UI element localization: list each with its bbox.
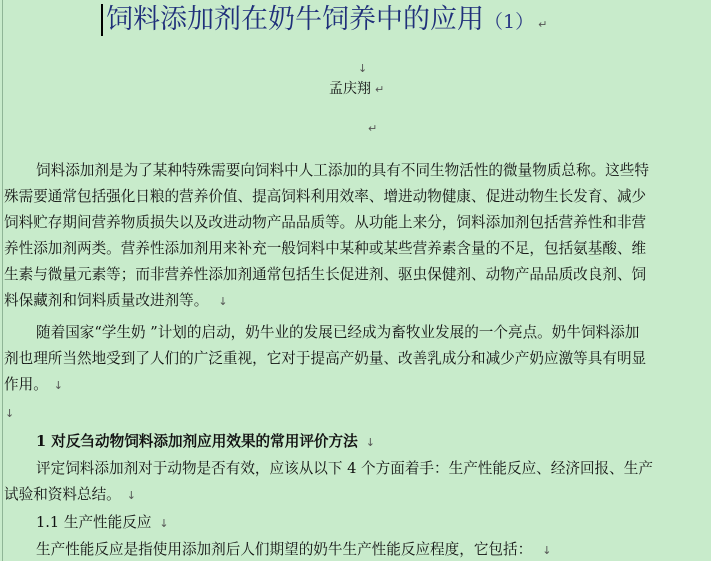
paragraph-mark-icon: ↵ [538,18,548,31]
paragraph-arrow-icon: ↓ [53,379,64,392]
paragraph-1-line-6[interactable]: 料保藏剂和饲料质量改进剂等。 ↓ [4,292,228,309]
page-left-border [2,0,3,561]
section-1-paragraph-line-1[interactable]: 评定饲料添加剂对于动物是否有效，应该从以下 4 个方面着手：生产性能反应、经济回报、生产 [36,460,653,477]
paragraph-2-line-3[interactable]: 作用。 ↓ [4,376,64,393]
paragraph-2-line-1[interactable]: 随着国家“学生奶 ”计划的启动，奶牛业的发展已经成为畜牧业发展的一个亮点。奶牛饲料添加 [36,324,640,341]
paragraph-1-line-5[interactable]: 生素与微量元素等；而非营养性添加剂通常包括生长促进剂、驱虫保健剂、动物产品品质改良剂、饲 [4,266,647,283]
paragraph-arrow-icon: ↓ [358,62,368,75]
subsection-1-1-heading[interactable]: 1.1 生产性能反应 ↓ [36,514,169,531]
paragraph-1-line-1[interactable]: 饲料添加剂是为了某种特殊需要向饲料中人工添加的具有不同生物活性的微量物质总称。这些特 [36,162,649,179]
author-name[interactable]: 孟庆翔 ↵ [329,81,385,97]
subsection-1-1-paragraph[interactable]: 生产性能反应是指使用添加剂后人们期望的奶牛生产性能反应程度，它包括： ↓ [36,541,552,558]
paragraph-mark-icon: ↵ [375,83,385,96]
paragraph-1-line-4[interactable]: 养性添加剂两类。营养性添加剂用来补充一般饲料中某种或某些营养素含量的不足，包括氨基酸、维 [4,240,647,257]
document-title[interactable] [106,2,547,43]
paragraph-arrow-icon: ↓ [159,517,169,530]
paragraph-1-line-3[interactable]: 饲料贮存期间营养物质损失以及改进动物产品品质等。从功能上来分，饲料添加剂包括营养性和非营 [4,214,647,231]
paragraph-arrow-icon: ↓ [126,489,136,502]
title-number: （1） [484,11,535,33]
paragraph-arrow-icon: ↓ [365,436,375,449]
title-text: 饲料添加剂在奶牛饲养中的应用 [106,4,484,35]
paragraph-2-line-2[interactable]: 剂也理所当然地受到了人们的广泛重视，它对于提高产奶量、改善乳成分和减少产奶应激等具有明显 [4,350,647,367]
text-cursor [101,4,103,36]
section-1-heading[interactable]: 1 对反刍动物饲料添加剂应用效果的常用评价方法 ↓ [36,433,375,450]
section-1-paragraph-line-2[interactable]: 试验和资料总结。 ↓ [4,486,136,503]
paragraph-arrow-icon: ↓ [218,295,228,308]
paragraph-1-line-2[interactable]: 殊需要通常包括强化日粮的营养价值、提高饲料利用效率、增进动物健康、促进动物生长发育、减少 [4,188,647,205]
paragraph-arrow-icon: ↓ [542,544,552,557]
paragraph-mark-icon: ↵ [368,122,378,135]
paragraph-arrow-icon: ↓ [5,407,15,420]
